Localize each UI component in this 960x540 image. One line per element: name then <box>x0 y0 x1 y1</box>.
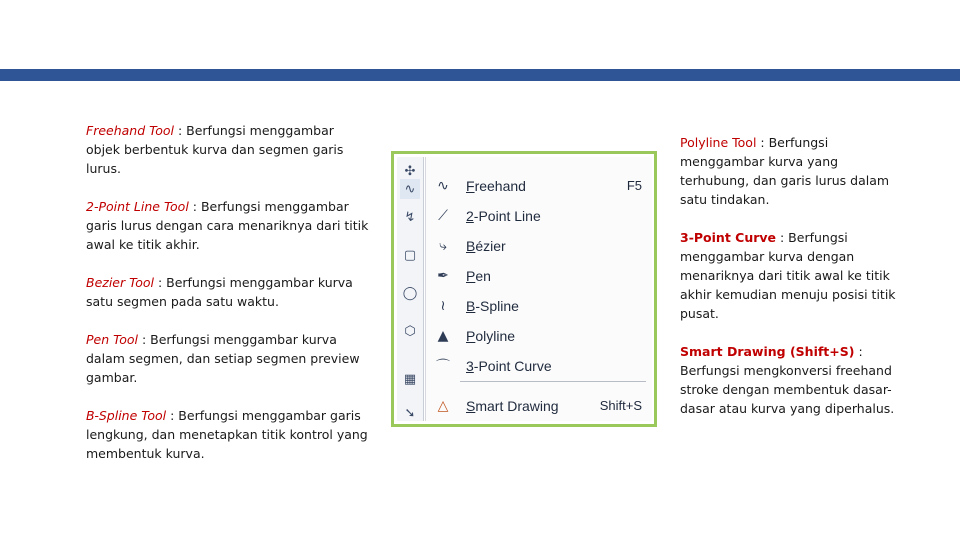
term-label: Smart Drawing (Shift+S) <box>680 344 855 359</box>
term-label: B-Spline Tool <box>86 408 167 423</box>
toolbox-strip <box>397 157 424 421</box>
desc-smart-drawing <box>680 342 908 418</box>
menu-item-bezier[interactable] <box>426 231 652 261</box>
menu-label-mnemonic: S <box>466 398 476 414</box>
curve-tools-flyout-screenshot <box>391 151 657 427</box>
menu-label-mnemonic: 3 <box>466 358 474 374</box>
term-label: Pen Tool <box>86 332 138 347</box>
ellipse-icon[interactable]: ◯ <box>402 285 418 301</box>
polygon-icon[interactable]: ⬡ <box>404 323 416 339</box>
polyline-icon: ▲ <box>437 328 449 344</box>
table-icon[interactable]: ▦ <box>403 371 417 387</box>
desc-polyline <box>680 133 908 209</box>
term-label: Bezier Tool <box>86 275 154 290</box>
freehand-icon: ∿ <box>437 178 449 194</box>
menu-label-mnemonic: P <box>466 328 476 344</box>
desc-3-point-curve <box>680 228 908 323</box>
term-desc: : Berfungsi menggambar kurva yang terhubung, dan garis lurus dalam satu tindakan. <box>680 135 890 207</box>
menu-separator <box>460 381 646 382</box>
menu-label-mnemonic: P <box>466 268 476 284</box>
menu-label: mart Drawing <box>475 398 559 414</box>
header-accent-bar <box>0 69 960 81</box>
menu-label: olyline <box>475 328 516 344</box>
term-desc: : Berfungsi menggambar objek berbentuk kurva dan segmen garis lurus. <box>86 123 344 176</box>
menu-item-polyline[interactable] <box>426 321 652 351</box>
menu-label-mnemonic: B <box>466 238 476 254</box>
menu-item-3-point-curve[interactable] <box>426 351 652 381</box>
term-label: Freehand Tool <box>86 123 174 138</box>
left-column <box>86 121 371 482</box>
menu-label-mnemonic: 2 <box>466 208 474 224</box>
desc-2-point-line <box>86 197 371 254</box>
term-label: 2-Point Line Tool <box>86 199 189 214</box>
term-desc: : Berfungsi menggambar garis lurus dengan cara menariknya dari titik awal ke titik akhir. <box>86 199 369 252</box>
pointer-icon[interactable]: ➘ <box>404 405 416 421</box>
menu-shortcut: F5 <box>626 178 642 193</box>
rectangle-icon[interactable]: ▢ <box>403 247 417 263</box>
pen-icon: ✒ <box>437 268 449 284</box>
menu-label: -Point Line <box>473 208 541 224</box>
term-label: 3-Point Curve <box>680 230 777 245</box>
b-spline-icon: ≀ <box>440 298 446 314</box>
desc-bezier <box>86 273 371 311</box>
smart-fill-icon[interactable]: ↯ <box>404 209 416 225</box>
three-point-curve-icon: ⌒ <box>436 359 450 375</box>
desc-freehand <box>86 121 371 178</box>
menu-item-2-point-line[interactable] <box>426 201 652 231</box>
desc-pen <box>86 330 371 387</box>
smart-drawing-icon: △ <box>437 398 449 414</box>
term-desc: : Berfungsi menggambar kurva dengan menariknya dari titik awal ke titik akhir kemudian menuju posisi titik pusat. <box>680 230 896 321</box>
two-point-line-icon: ⟋ <box>438 208 448 224</box>
curve-tools-menu <box>425 157 652 421</box>
menu-item-freehand[interactable] <box>426 171 652 201</box>
term-desc: : Berfungsi menggambar garis lengkung, dan menetapkan titik kontrol yang membentuk kurva. <box>86 408 368 461</box>
desc-b-spline <box>86 406 371 463</box>
term-desc: : Berfungsi menggambar kurva dalam segmen, dan setiap segmen preview gambar. <box>86 332 360 385</box>
menu-label-mnemonic: B <box>466 298 476 314</box>
menu-shortcut: Shift+S <box>599 398 642 413</box>
menu-label: en <box>475 268 491 284</box>
menu-label: reehand <box>474 178 526 194</box>
menu-label: ézier <box>475 238 506 254</box>
menu-label-mnemonic: F <box>466 178 475 194</box>
term-label: Polyline Tool <box>680 135 757 150</box>
menu-label: -Spline <box>475 298 519 314</box>
menu-item-b-spline[interactable] <box>426 291 652 321</box>
term-desc: : Berfungsi menggambar kurva satu segmen pada satu waktu. <box>86 275 353 309</box>
bezier-icon: ⤷ <box>439 238 447 254</box>
freehand-tool-icon[interactable]: ∿ <box>400 179 420 199</box>
term-desc: : Berfungsi mengkonversi freehand stroke dengan membentuk dasar-dasar atau kurva yang diperhalus. <box>680 344 895 416</box>
right-column <box>680 133 908 437</box>
pick-tool-icon[interactable]: ✣ <box>404 163 416 179</box>
menu-item-pen[interactable] <box>426 261 652 291</box>
menu-item-smart-drawing[interactable] <box>426 391 652 421</box>
menu-label: -Point Curve <box>473 358 552 374</box>
